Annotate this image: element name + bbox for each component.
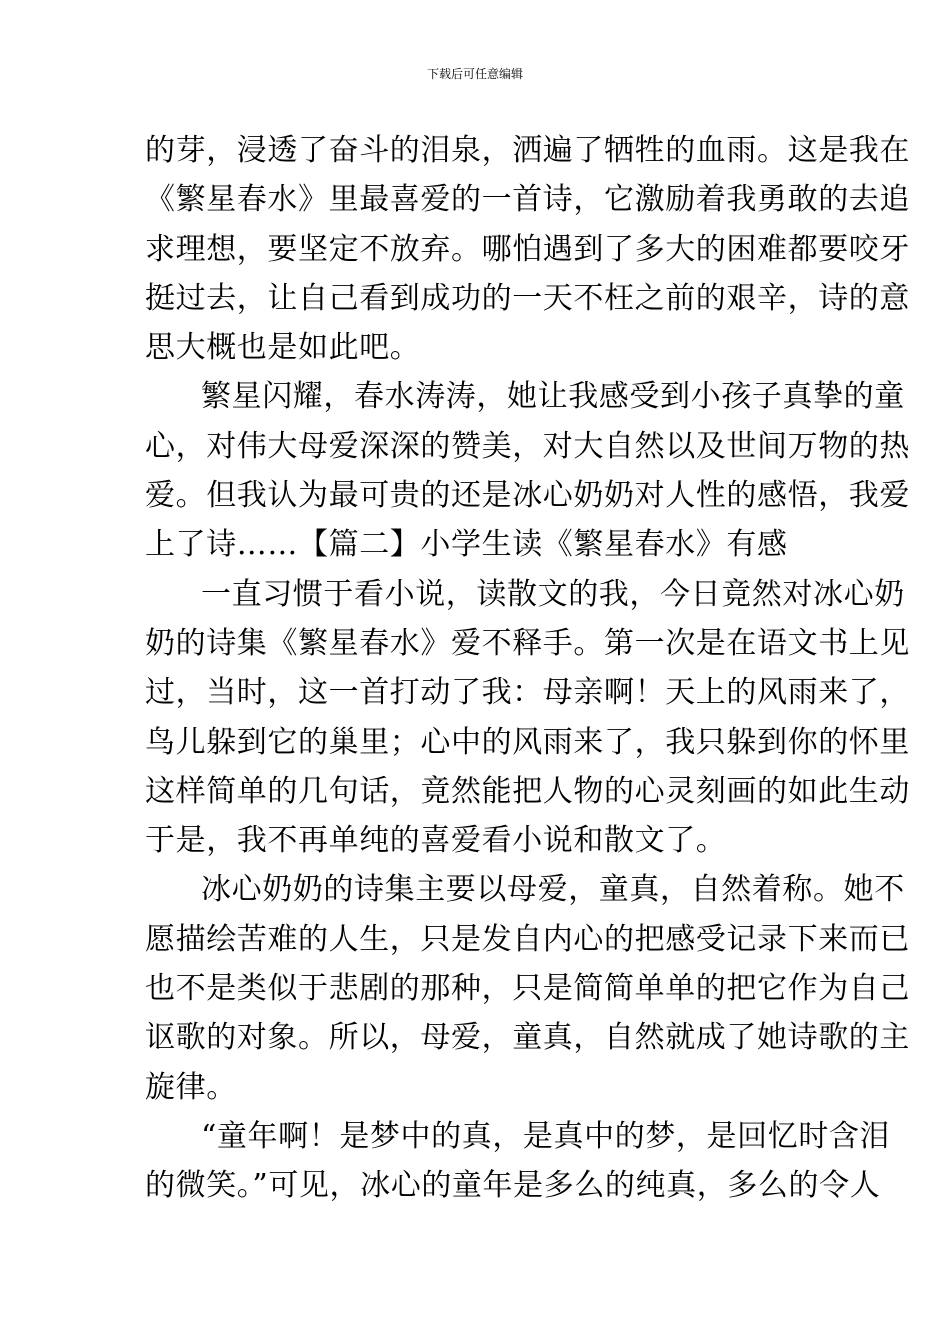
text-line: 挺过去，让自己看到成功的一天不枉之前的艰辛，诗的意: [145, 280, 910, 316]
paragraph-2: [145, 372, 910, 569]
text-line: 的芽，浸透了奋斗的泪泉，洒遍了牺牲的血雨。这是我在: [145, 133, 910, 168]
text-line: 上了诗……【篇二】小学生读《繁星春水》有感: [145, 527, 788, 563]
text-line: 旋律。: [145, 1069, 237, 1105]
text-line: 《繁星春水》里最喜爱的一首诗，它激励着我勇敢的去追: [145, 182, 910, 218]
text-line: 这样简单的几句话，竟然能把人物的心灵刻画的如此生动: [145, 773, 910, 809]
paragraph-5: [145, 1112, 891, 1211]
text-line: 心，对伟大母爱深深的赞美，对大自然以及世间万物的热: [145, 428, 910, 464]
text-line: 愿描绘苦难的人生，只是发自内心的把感受记录下来而已: [145, 921, 910, 957]
text-line: 求理想，要坚定不放弃。哪怕遇到了多大的困难都要咬牙: [145, 231, 910, 267]
text-line: 的微笑。”可见，冰心的童年是多么的纯真，多么的令人: [145, 1168, 881, 1204]
document-body: [145, 126, 910, 1211]
text-line: “童年啊！是梦中的真，是真中的梦，是回忆时含泪: [201, 1118, 891, 1154]
text-line: 也不是类似于悲剧的那种，只是简简单单的把它作为自己: [145, 971, 910, 1007]
text-line: 于是，我不再单纯的喜爱看小说和散文了。: [145, 823, 727, 859]
text-line: 鸟儿躲到它的巢里；心中的风雨来了，我只躲到你的怀里: [145, 724, 910, 760]
text-line: 思大概也是如此吧。: [145, 330, 421, 366]
text-line: 讴歌的对象。所以，母爱，童真，自然就成了她诗歌的主: [145, 1020, 910, 1056]
page-header-note: 下载后可任意编辑: [426, 67, 523, 81]
paragraph-3: [145, 570, 910, 866]
text-line: 一直习惯于看小说，读散文的我，今日竟然对冰心奶: [201, 576, 905, 612]
text-line: 繁星闪耀，春水涛涛，她让我感受到小孩子真挚的童: [201, 379, 905, 415]
text-line: 爱。但我认为最可贵的还是冰心奶奶对人性的感悟，我爱: [145, 478, 910, 514]
paragraph-4: [145, 865, 910, 1111]
text-line: 过，当时，这一首打动了我：母亲啊！天上的风雨来了，: [145, 675, 910, 711]
text-line: 冰心奶奶的诗集主要以母爱，童真，自然着称。她不: [201, 872, 905, 908]
text-line: 奶的诗集《繁星春水》爱不释手。第一次是在语文书上见: [145, 625, 910, 661]
paragraph-1: [145, 126, 910, 372]
